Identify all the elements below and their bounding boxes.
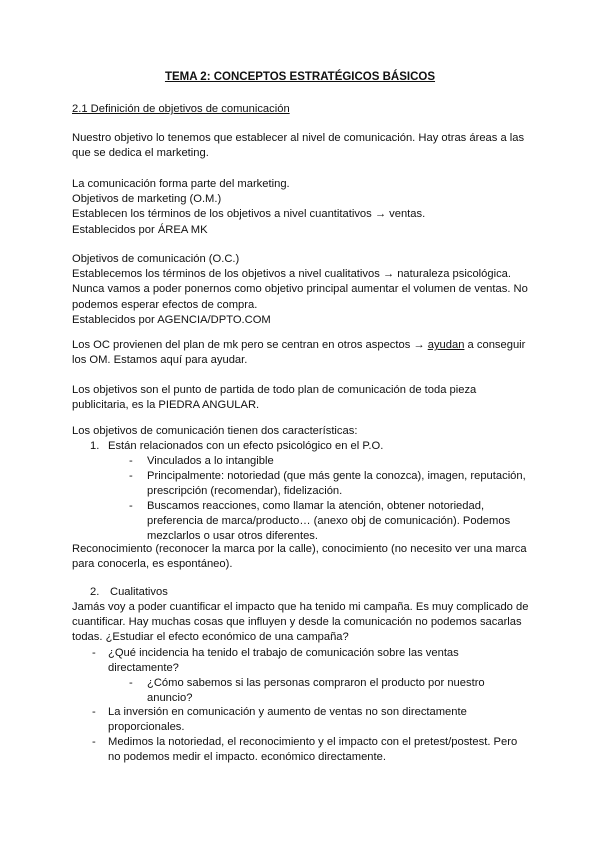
characteristics-intro: [72, 424, 542, 439]
bullet-dash: -: [129, 677, 133, 689]
text-line: que se dedica el marketing.: [72, 147, 209, 160]
list-item-text: Están relacionados con un efecto psicológico en el P.O.: [108, 440, 384, 452]
text-line: anuncio?: [147, 692, 193, 705]
text-line: ¿Qué incidencia ha tenido el trabajo de comunicación sobre las ventas: [108, 647, 459, 659]
text-line: no podemos medir el impacto. económico directamente.: [108, 751, 386, 764]
text-line: Establecidos por ÁREA MK: [72, 223, 208, 236]
text-line: Nuestro objetivo lo tenemos que establecer al nivel de comunicación. Hay otras áreas a las: [72, 132, 525, 144]
text-line: Objetivos de comunicación (O.C.): [72, 253, 240, 265]
list-item-text: Cualitativos: [110, 586, 168, 598]
text-line: los OM. Estamos aquí para ayudar.: [72, 354, 248, 367]
text-line: Buscamos reacciones, como llamar la atención, obtener notoriedad,: [147, 500, 485, 512]
text-line: Principalmente: notoriedad (que más gente la conozca), imagen, reputación,: [147, 470, 526, 482]
text-line: La inversión en comunicación y aumento de ventas no son directamente: [108, 706, 467, 718]
bullet-dash: -: [129, 455, 133, 467]
text-line: Nunca vamos a poder ponernos como objetivo principal aumentar el volumen de ventas. No: [72, 283, 528, 296]
text-run: Los OC provienen del plan de mk pero se centran en otros aspectos →: [72, 339, 428, 351]
text-line: Medimos la notoriedad, el reconocimiento y el impacto con el pretest/postest. Pero: [108, 736, 518, 748]
text-run: a conseguir: [464, 339, 526, 351]
underlined-word: ayudan: [427, 339, 465, 351]
bullet-item: [108, 705, 548, 735]
list-number: 2.: [90, 586, 100, 598]
communication-paragraph: [72, 252, 542, 328]
text-line: [72, 338, 542, 353]
text-line: para conocerla, es espontáneo).: [72, 558, 233, 571]
bullet-dash: -: [129, 470, 133, 482]
section-heading: 2.1 Definición de objetivos de comunicación: [72, 103, 290, 115]
text-line: Establecen los términos de los objetivos a nivel cuantitativos → ventas.: [72, 208, 426, 221]
bullet-item: [108, 735, 553, 765]
bullet-dash: -: [129, 500, 133, 512]
document-title: TEMA 2: CONCEPTOS ESTRATÉGICOS BÁSICOS: [164, 71, 436, 83]
text-line: Reconocimiento (reconocer la marca por la calle), conocimiento (no necesito ver una marca: [72, 543, 527, 555]
text-line: Los objetivos son el punto de partida de todo plan de comunicación de toda pieza: [72, 384, 477, 396]
bullet-dash: -: [92, 736, 96, 748]
oc-paragraph: [72, 338, 542, 368]
starting-point-paragraph: [72, 383, 542, 413]
marketing-paragraph: [72, 177, 542, 238]
bullet-dash: -: [92, 647, 96, 659]
text-line: ¿Cómo sabemos si las personas compraron el producto por nuestro: [147, 677, 485, 689]
text-line: mezclarlos o usar otros diferentes.: [147, 530, 318, 543]
text-line: Establecemos los términos de los objetivos a nivel cualitativos → naturaleza psicológica.: [72, 268, 512, 281]
text-line: La comunicación forma parte del marketing.: [72, 178, 290, 190]
bullet-dash: -: [92, 706, 96, 718]
text-line: publicitaria, es la PIEDRA ANGULAR.: [72, 399, 260, 412]
text-line: proporcionales.: [108, 721, 185, 734]
text-line: Jamás voy a poder cuantificar el impacto que ha tenido mi campaña. Es muy complicado de: [72, 601, 529, 613]
quantify-paragraph: [72, 600, 552, 646]
text-line: prescripción (recomendar), fidelización.: [147, 485, 343, 498]
text-line: Objetivos de marketing (O.M.): [72, 193, 222, 206]
intro-paragraph: [72, 131, 542, 161]
text-line: directamente?: [108, 662, 179, 675]
bullet-item: [147, 499, 567, 545]
list-number: 1.: [90, 440, 100, 452]
text-line: preferencia de marca/producto… (anexo obj de comunicación). Podemos: [147, 515, 511, 528]
text-line: Los objetivos de comunicación tienen dos características:: [72, 425, 358, 437]
recognition-paragraph: [72, 542, 552, 572]
bullet-item: [147, 454, 557, 469]
text-line: cuantificar. Hay muchas cosas que influyen y desde la comunicación no podemos sacarlas: [72, 616, 522, 629]
sub-bullet-item: [147, 676, 557, 706]
bullet-item: [108, 646, 548, 676]
text-line: podemos esperar efectos de compra.: [72, 298, 258, 311]
text-line: todas. ¿Estudiar el efecto económico de una campaña?: [72, 631, 349, 644]
bullet-item: [147, 469, 567, 499]
text-line: Establecidos por AGENCIA/DPTO.COM: [72, 313, 271, 326]
text-line: Vinculados a lo intangible: [147, 455, 274, 467]
